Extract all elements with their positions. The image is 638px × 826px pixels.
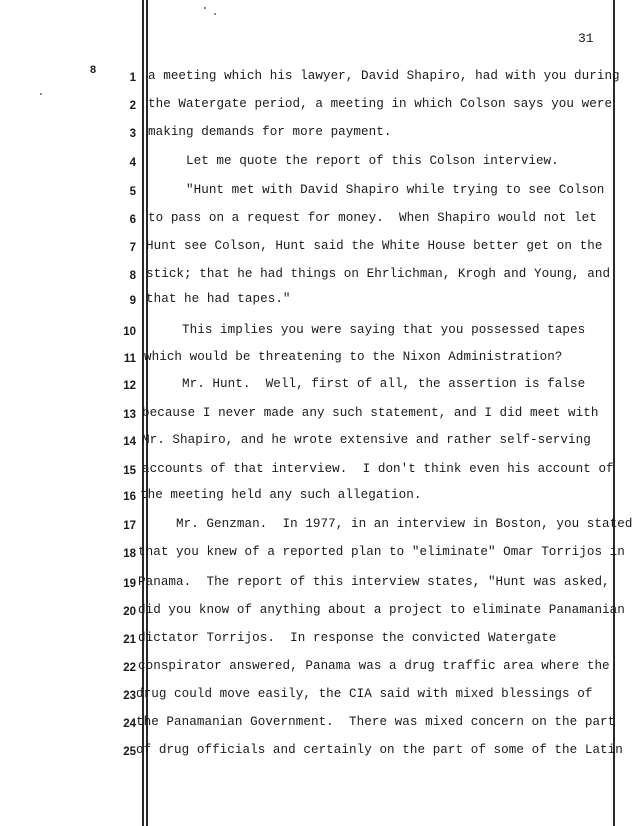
transcript-line: conspirator answered, Panama was a drug traffic area where the — [138, 659, 610, 673]
line-number: 17 — [123, 520, 136, 532]
transcript-line: Let me quote the report of this Colson interview. — [186, 154, 559, 168]
transcript-line: Hunt see Colson, Hunt said the White House better get on the — [146, 239, 603, 253]
line-number: 13 — [123, 409, 136, 421]
line-number: 10 — [123, 326, 136, 338]
transcript-line: because I never made any such statement, and I did meet with — [142, 406, 599, 420]
line-number: 14 — [123, 436, 136, 448]
line-number: 1 — [129, 72, 136, 84]
transcript-line: accounts of that interview. I don't think even his account of — [142, 462, 614, 476]
line-number: 12 — [123, 380, 136, 392]
line-number: 20 — [123, 606, 136, 618]
margin-mark: 8 — [90, 64, 97, 76]
scan-speck — [204, 7, 206, 9]
line-number: 6 — [129, 214, 136, 226]
transcript-line: the meeting held any such allegation. — [140, 488, 422, 502]
transcript-line: of drug officials and certainly on the part of some of the Latin — [136, 743, 623, 757]
line-number: 19 — [123, 578, 136, 590]
page-number: 31 — [578, 31, 594, 46]
transcript-line: a meeting which his lawyer, David Shapiro, had with you during — [148, 69, 620, 83]
transcript-line: the Watergate period, a meeting in which Colson says you were — [148, 97, 613, 111]
transcript-line: drug could move easily, the CIA said with mixed blessings of — [136, 687, 593, 701]
line-number: 5 — [129, 186, 136, 198]
line-number: 9 — [129, 295, 136, 307]
line-number: 24 — [123, 718, 136, 730]
transcript-line: that you knew of a reported plan to "eliminate" Omar Torrijos in — [138, 545, 625, 559]
line-number: 2 — [129, 100, 136, 112]
line-number: 21 — [123, 634, 136, 646]
transcript-line: This implies you were saying that you possessed tapes — [182, 323, 586, 337]
right-margin-rule — [613, 0, 615, 826]
line-number: 4 — [129, 157, 136, 169]
transcript-line: that he had tapes." — [146, 292, 291, 306]
line-number: 7 — [129, 242, 136, 254]
line-number: 8 — [129, 270, 136, 282]
transcript-line: the Panamanian Government. There was mixed concern on the part — [136, 715, 616, 729]
transcript-line: did you know of anything about a project to eliminate Panamanian — [138, 603, 625, 617]
transcript-line: dictator Torrijos. In response the convicted Watergate — [138, 631, 557, 645]
line-number: 25 — [123, 746, 136, 758]
line-number: 11 — [123, 353, 136, 365]
line-number: 15 — [123, 465, 136, 477]
transcript-line: which would be threatening to the Nixon Administration? — [144, 350, 563, 364]
transcript-line: Mr. Hunt. Well, first of all, the assertion is false — [182, 377, 586, 391]
line-number: 3 — [129, 128, 136, 140]
line-number: 23 — [123, 690, 136, 702]
transcript-line: "Hunt met with David Shapiro while trying to see Colson — [186, 183, 605, 197]
transcript-line: Mr. Shapiro, and he wrote extensive and rather self-serving — [142, 433, 591, 447]
transcript-line: Panama. The report of this interview states, "Hunt was asked, — [138, 575, 610, 589]
line-number: 18 — [123, 548, 136, 560]
transcript-line: making demands for more payment. — [148, 125, 392, 139]
scan-speck — [214, 13, 216, 15]
line-number: 22 — [123, 662, 136, 674]
transcript-line: to pass on a request for money. When Shapiro would not let — [148, 211, 597, 225]
line-number: 16 — [123, 491, 136, 503]
scan-speck — [40, 93, 42, 95]
transcript-line: Mr. Genzman. In 1977, in an interview in Boston, you stated — [176, 517, 633, 531]
transcript-line: stick; that he had things on Ehrlichman, Krogh and Young, and — [146, 267, 611, 281]
